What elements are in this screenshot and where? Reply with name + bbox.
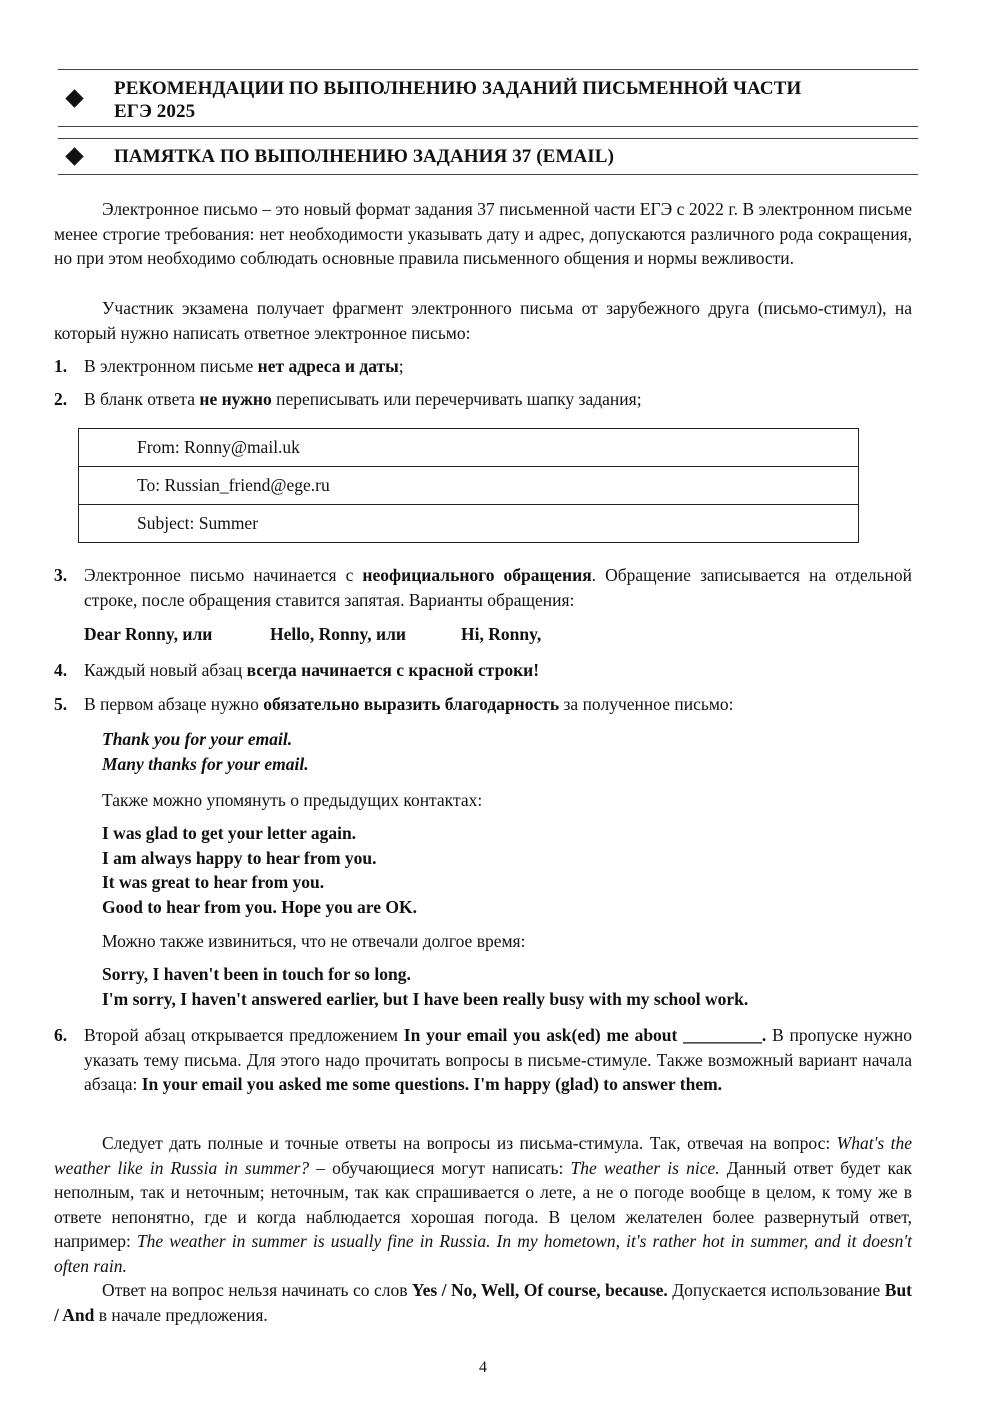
- greeting-options: Dear Ronny, или Hello, Ronny, или Hi, Ronny,: [84, 624, 542, 644]
- list-item: 3. Электронное письмо начинается с неофициального обращения. Обращение записывается на отдельной строке, после обращения ставится запятая. Варианты обращения:: [54, 565, 912, 610]
- section-title: ПАМЯТКА ПО ВЫПОЛНЕНИЮ ЗАДАНИЯ 37 (EMAIL): [114, 146, 615, 167]
- email-to-cell: To: Russian_friend@ege.ru: [79, 467, 859, 505]
- diamond-bullet-icon: [65, 147, 83, 165]
- apology-examples: Sorry, I haven't been in touch for so long. I'm sorry, I haven't answered earlier, but I have been really busy with my school work.: [102, 964, 749, 1009]
- closing-paragraph: Ответ на вопрос нельзя начинать со слов Yes / No, Well, Of course, because. Допускается использование But / And в начале предложения.: [54, 1280, 913, 1325]
- intro-paragraph: Электронное письмо – это новый формат задания 37 письменной части ЕГЭ с 2022 г. В электронном письме менее строгие требования: нет необходимости указывать дату и адрес, допускаются различного рода сокращения, но при этом необходимо соблюдать основные правила письменного общения и нормы вежливости.: [54, 199, 912, 269]
- email-subject-cell: Subject: Summer: [79, 505, 859, 543]
- section-header-memo: [58, 138, 918, 175]
- list-item: 2. В бланк ответа не нужно переписывать или перечерчивать шапку задания;: [54, 389, 642, 409]
- list-item: 6. Второй абзац открывается предложением In your email you ask(ed) me about _________. В пропуске нужно указать тему письма. Для этого надо прочитать вопросы в письме-стимуле. Также возможный вариант начала абзаца: In your email you asked me some questions. I'm happy (glad) to answer them.: [54, 1025, 912, 1095]
- contacts-examples: I was glad to get your letter again. I am always happy to hear from you. It was great to hear from you. Good to hear from you. Hope you are OK.: [102, 823, 417, 917]
- email-from-cell: From: Ronny@mail.uk: [79, 429, 859, 467]
- contacts-intro: Также можно упомянуть о предыдущих контактах:: [102, 790, 483, 810]
- apology-intro: Можно также извиниться, что не отвечали долгое время:: [102, 931, 526, 951]
- thanks-examples: Thank you for your email. Many thanks for your email.: [102, 729, 309, 774]
- diamond-bullet-icon: [65, 89, 83, 107]
- list-item: 1. В электронном письме нет адреса и даты;: [54, 356, 404, 376]
- email-header-table: [78, 428, 859, 543]
- section-header-recommendations: [58, 69, 918, 127]
- list-item: 4. Каждый новый абзац всегда начинается с красной строки!: [54, 660, 540, 680]
- intro-paragraph: Участник экзамена получает фрагмент электронного письма от зарубежного друга (письмо-стимул), на который нужно написать ответное электронное письмо:: [54, 298, 912, 343]
- page-number: 4: [479, 1359, 487, 1376]
- closing-paragraph: Следует дать полные и точные ответы на вопросы из письма-стимула. Так, отвечая на вопрос: What's the weather like in Russia in summer? – обучающиеся могут написать: The weather is nice. Данный ответ будет как неполным, так и неточным; неточным, так как спрашивается о лете, а не о погоде вообще в целом, к тому же в ответе непонятно, где и когда наблюдается хорошая погода. В целом желателен более развернутый ответ, например: The weather in summer is usually fine in Russia. In my hometown, it's rather hot in summer, and it doesn't often rain.: [54, 1133, 913, 1276]
- section-title: РЕКОМЕНДАЦИИ ПО ВЫПОЛНЕНИЮ ЗАДАНИЙ ПИСЬМЕННОЙ ЧАСТИ ЕГЭ 2025: [114, 78, 802, 122]
- list-item: 5. В первом абзаце нужно обязательно выразить благодарность за полученное письмо:: [54, 694, 734, 714]
